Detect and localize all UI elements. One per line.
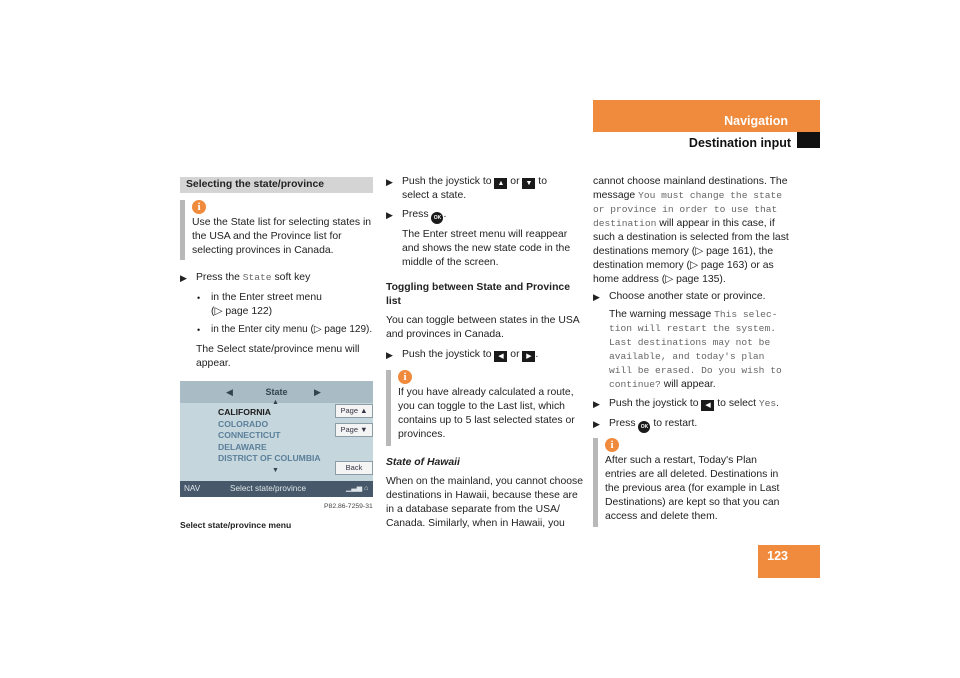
soft-key-label: State <box>242 272 272 283</box>
bullet-icon: • <box>197 293 201 303</box>
info-icon: i <box>605 438 619 452</box>
step-result: The warning message This selec- tion will restart the system. Last destinations may not be available, and today's plan will be erased. Do you wish to continue? will appear. <box>609 309 782 390</box>
header-banner <box>593 100 820 132</box>
list-item[interactable]: DISTRICT OF COLUMBIA <box>218 453 321 463</box>
display-screenshot <box>180 381 373 497</box>
list-item-selected[interactable]: CALIFORNIA <box>218 407 271 417</box>
right-arrow-icon: ▶ <box>314 387 321 397</box>
step-arrow-icon: ▶ <box>593 399 600 409</box>
joystick-down-icon: ▼ <box>522 178 535 189</box>
ok-button-icon: OK <box>431 212 443 224</box>
step-arrow-icon: ▶ <box>180 273 187 283</box>
page-down-button[interactable]: Page ▼ <box>335 423 373 437</box>
info-icon: i <box>398 370 412 384</box>
joystick-left-icon: ◀ <box>701 400 714 411</box>
step: ▶ Press OK to restart. <box>593 417 791 433</box>
list-item: • in the Enter street menu (▷ page 122) <box>197 292 322 317</box>
info-icon: i <box>192 200 206 214</box>
system-message: You must change the state or province in order to use that destination <box>593 190 782 229</box>
ok-button-icon: OK <box>638 421 650 433</box>
step-result: The Enter street menu will reappear and shows the new state code in the middle of the screen. <box>402 229 571 268</box>
menu-name: Select state/province <box>230 484 307 493</box>
nav-label: NAV <box>184 484 201 493</box>
step-arrow-icon: ▶ <box>593 419 600 429</box>
subheading: Toggling between State and Province list <box>386 282 570 307</box>
joystick-left-icon: ◀ <box>494 351 507 362</box>
step: ▶ Push the joystick to ◀ to select Yes. <box>593 398 780 409</box>
back-button[interactable]: Back <box>335 461 373 475</box>
step-arrow-icon: ▶ <box>386 350 393 360</box>
paragraph: You can toggle between states in the USA and provinces in Canada. <box>386 315 580 340</box>
paragraph: When on the mainland, you cannot choose destinations in Hawaii, because these are in a database separate from the USA/ Canada. Similarly, when in Hawaii, you <box>386 476 583 529</box>
joystick-right-icon: ▶ <box>522 351 535 362</box>
info-box <box>593 438 791 527</box>
list-item: • in the Enter city menu (▷ page 129). <box>197 324 373 335</box>
subheading: State of Hawaii <box>386 457 460 468</box>
page-number-box <box>758 545 820 578</box>
left-arrow-icon: ◀ <box>226 387 233 397</box>
info-text: After such a restart, Today's Plan entries are all deleted. Destinations in the previous area (for example in Last Destinations) are kept so that you can access and delete them. <box>605 455 780 522</box>
joystick-up-icon: ▲ <box>494 178 507 189</box>
paragraph: cannot choose mainland destinations. The message You must change the state or province in order to use that destination will appear in this case, if such a destination is selected from the last destinations memory (▷ page 161), the destination memory (▷ page 163) or as home address (▷ page 135). <box>593 176 789 285</box>
step-arrow-icon: ▶ <box>593 292 600 302</box>
info-box <box>180 200 375 260</box>
step: ▶ Push the joystick to ▲ or ▼ to select a state. <box>386 176 547 201</box>
screen-status-bar <box>180 481 373 497</box>
list-item[interactable]: CONNECTICUT <box>218 430 281 440</box>
step: ▶ Push the joystick to ◀ or ▶ . <box>386 349 539 360</box>
step: ▶ Press the State soft key <box>180 272 311 283</box>
page-up-button[interactable]: Page ▲ <box>335 404 373 418</box>
step-arrow-icon: ▶ <box>386 177 393 187</box>
bullet-icon: • <box>197 325 201 335</box>
figure-code: P82.86-7259-31 <box>324 503 373 510</box>
info-box <box>386 370 581 446</box>
header-tab-marker <box>797 132 820 148</box>
page-number: 123 <box>767 549 788 563</box>
up-arrow-icon: ▲ <box>272 399 279 406</box>
list-item[interactable]: DELAWARE <box>218 441 267 452</box>
info-text: Use the State list for selecting states in the USA and the Province list for selecting provinces in Canada. <box>192 217 372 256</box>
yes-option-label: Yes <box>758 398 777 409</box>
section-heading: Selecting the state/province <box>180 177 373 193</box>
step: ▶ Press OK . The Enter street menu will reappear and shows the new state code in the middle of the screen. <box>386 208 581 270</box>
step: ▶ Choose another state or province. The warning message This selec- tion will restart the system. Last destinations may not be available, and today's plan will be erased. Do you wish to continue? will appear. <box>593 290 791 392</box>
list-item[interactable]: COLORADO <box>218 418 269 429</box>
signal-icon: ▁▃▅ ⌂ <box>346 485 369 492</box>
step-arrow-icon: ▶ <box>386 210 393 220</box>
down-arrow-icon: ▼ <box>272 467 279 474</box>
figure-caption: Select state/province menu <box>180 520 292 530</box>
step-result: The Select state/province menu will appear. <box>196 344 360 369</box>
subsection-title: Destination input <box>688 136 791 150</box>
screen-title: State <box>265 387 288 397</box>
section-title: Navigation <box>724 114 788 128</box>
info-text: If you have already calculated a route, you can toggle to the Last list, which contains up to 5 last selected states or provinces. <box>398 387 575 440</box>
state-list <box>218 407 321 465</box>
warning-message: This selec- tion will restart the system. Last destinations may not be available, and today's plan will be erased. Do you wish to continue? <box>609 309 782 390</box>
